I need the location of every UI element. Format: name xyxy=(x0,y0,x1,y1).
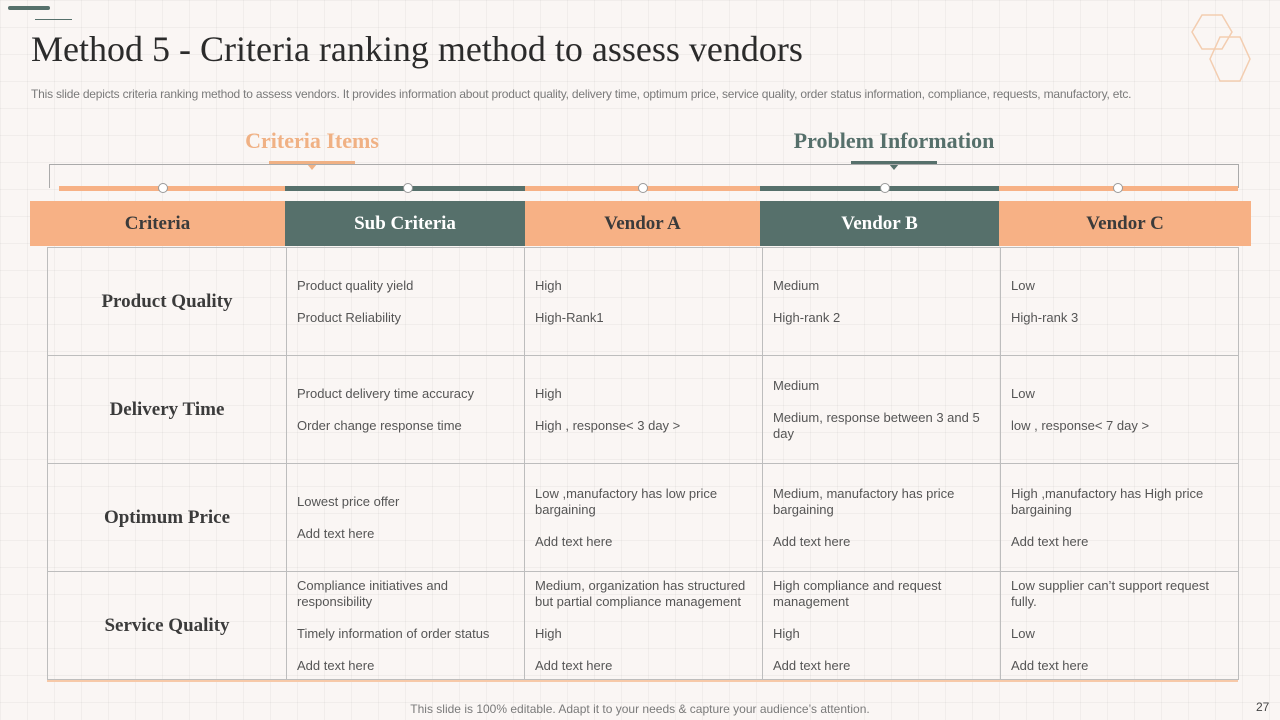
table-row xyxy=(48,248,1239,356)
vendor-c-cell xyxy=(1001,464,1239,572)
vendor-c-cell xyxy=(1001,356,1239,464)
sub-criteria-cell xyxy=(287,356,525,464)
cell-text: Medium xyxy=(773,277,820,293)
table-row xyxy=(48,356,1239,464)
cell-text: Add text here xyxy=(535,533,613,549)
sub-criteria-cell xyxy=(287,572,525,680)
table-bottom-accent xyxy=(47,680,1238,682)
cell-text: High xyxy=(535,385,562,401)
vendor-a-cell xyxy=(525,572,763,680)
cell-text: Add text here xyxy=(1011,533,1089,549)
vendor-a-cell xyxy=(525,248,763,356)
cell-text: Add text here xyxy=(297,525,375,541)
criteria-table xyxy=(47,247,1239,680)
timeline-dot xyxy=(403,183,413,193)
cell-text: Low xyxy=(1011,625,1035,641)
cell-text: Add text here xyxy=(535,657,613,673)
cell-text: Medium xyxy=(773,377,820,393)
table-header-row xyxy=(30,201,1251,246)
criteria-cell: Delivery Time xyxy=(48,356,287,464)
cell-text: Add text here xyxy=(773,657,851,673)
problem-information-heading: Problem Information xyxy=(793,128,995,153)
timeline-dot xyxy=(880,183,890,193)
vendor-b-cell xyxy=(763,572,1001,680)
vendor-a-cell xyxy=(525,464,763,572)
header-sub-criteria: Sub Criteria xyxy=(285,201,525,246)
cell-text: High xyxy=(535,625,562,641)
cell-text: High ,manufactory has High price bargaining xyxy=(1011,485,1204,517)
cell-text: Product Reliability xyxy=(297,309,402,325)
header-vendor-a: Vendor A xyxy=(525,201,760,246)
header-criteria: Criteria xyxy=(30,201,285,246)
vendor-c-cell xyxy=(1001,572,1239,680)
vendor-a-cell xyxy=(525,356,763,464)
cell-text: High-rank 3 xyxy=(1011,309,1079,325)
cell-text: High-rank 2 xyxy=(773,309,841,325)
timeline-segment xyxy=(59,186,285,191)
timeline-dot xyxy=(638,183,648,193)
cell-text: Add text here xyxy=(297,657,375,673)
accent-line xyxy=(35,19,72,20)
cell-text: low , response< 7 day > xyxy=(1011,417,1150,433)
cell-text: Product quality yield xyxy=(297,277,414,293)
timeline-dot xyxy=(158,183,168,193)
criteria-items-heading: Criteria Items xyxy=(245,128,379,153)
cell-text: High compliance and request management xyxy=(773,577,942,609)
vendor-c-cell xyxy=(1001,248,1239,356)
cell-text: Product delivery time accuracy xyxy=(297,385,475,401)
timeline-dot xyxy=(1113,183,1123,193)
vendor-b-cell xyxy=(763,464,1001,572)
sub-criteria-cell xyxy=(287,248,525,356)
cell-text: Medium, organization has structured but partial compliance management xyxy=(535,577,746,609)
cell-text: High , response< 3 day > xyxy=(535,417,681,433)
cell-text: High xyxy=(773,625,800,641)
cell-text: Add text here xyxy=(1011,657,1089,673)
cell-text: Low ,manufactory has low price bargaining xyxy=(535,485,718,517)
cell-text: Add text here xyxy=(773,533,851,549)
cell-text: Order change response time xyxy=(297,417,462,433)
cell-text: Low supplier can’t support request fully. xyxy=(1011,577,1210,609)
criteria-cell: Optimum Price xyxy=(48,464,287,572)
cell-text: Medium, response between 3 and 5 day xyxy=(773,409,980,441)
accent-bar xyxy=(8,6,50,10)
vendor-b-cell xyxy=(763,356,1001,464)
cell-text: High xyxy=(535,277,562,293)
hexagon-decoration-icon xyxy=(1190,12,1266,88)
page-subtitle: This slide depicts criteria ranking method to assess vendors. It provides information about product quality, delivery time, optimum price, service quality, order status information, compliance, requests, manufactory, etc. xyxy=(31,87,1132,101)
header-vendor-b: Vendor B xyxy=(760,201,999,246)
table-row xyxy=(48,572,1239,680)
page-number: 27 xyxy=(1256,700,1270,714)
cell-text: Compliance initiatives and responsibility xyxy=(297,577,449,609)
vendor-b-cell xyxy=(763,248,1001,356)
cell-text: Medium, manufactory has price bargaining xyxy=(773,485,955,517)
cell-text: Lowest price offer xyxy=(297,493,400,509)
footer-note: This slide is 100% editable. Adapt it to your needs & capture your audience’s attention. xyxy=(410,702,870,716)
page-title: Method 5 - Criteria ranking method to assess vendors xyxy=(31,29,803,69)
cell-text: Low xyxy=(1011,385,1035,401)
cell-text: Low xyxy=(1011,277,1035,293)
sub-criteria-cell xyxy=(287,464,525,572)
criteria-cell: Service Quality xyxy=(48,572,287,680)
header-vendor-c: Vendor C xyxy=(999,201,1251,246)
table-row xyxy=(48,464,1239,572)
cell-text: High-Rank1 xyxy=(535,309,604,325)
criteria-cell: Product Quality xyxy=(48,248,287,356)
cell-text: Timely information of order status xyxy=(297,625,490,641)
